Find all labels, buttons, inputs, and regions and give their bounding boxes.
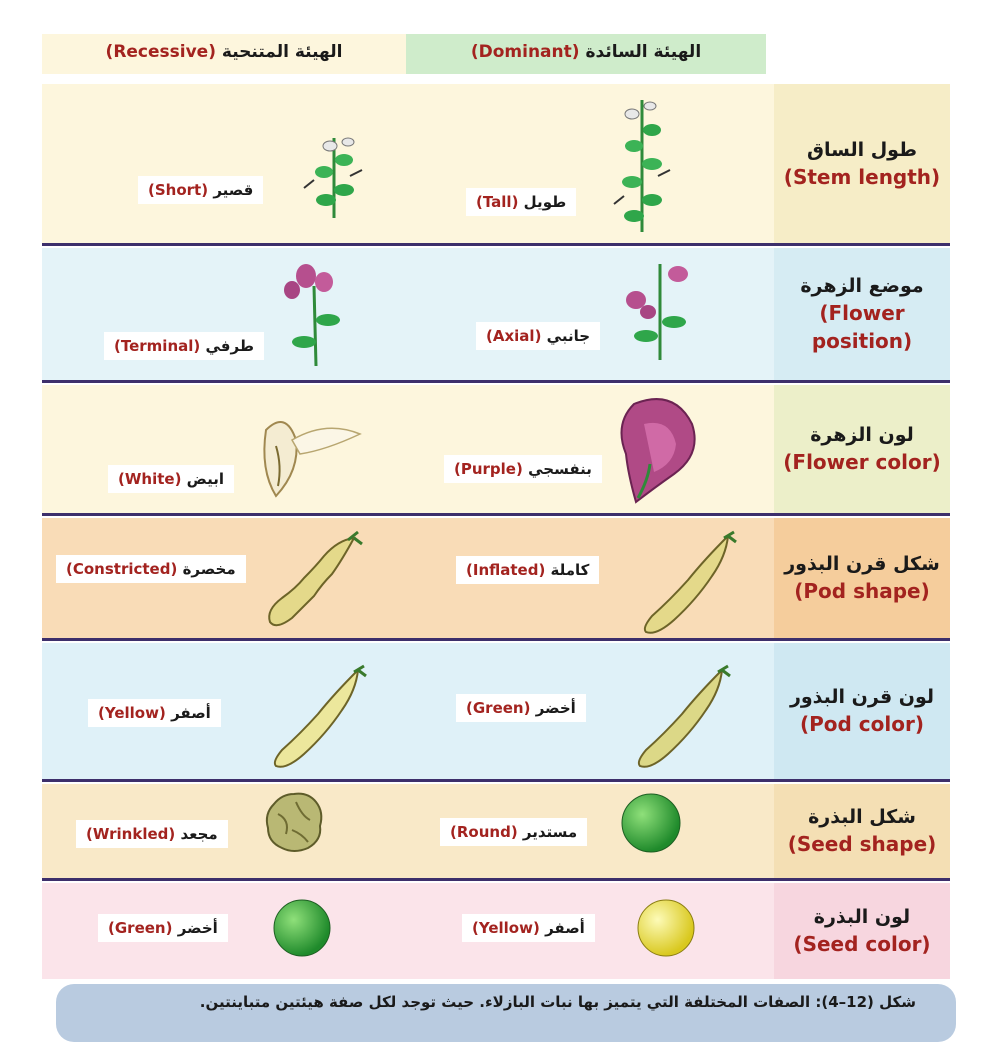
recessive-label (88, 699, 221, 727)
dominant-label (476, 322, 600, 350)
dominant-label-ar: جانبي (546, 327, 591, 345)
header-recessive-en: (Recessive) (105, 42, 216, 62)
dominant-label-ar: كاملة (550, 561, 590, 579)
dominant-label-en: (Purple) (454, 460, 523, 478)
dominant-label (444, 455, 602, 483)
header-recessive (42, 34, 406, 74)
yellow-pod-illustration (264, 664, 368, 770)
header-recessive-ar: الهيئة المتنحية (221, 42, 343, 62)
trait-name-ar: شكل قرن البذور (784, 553, 940, 575)
trait-row-flower-position (42, 248, 950, 380)
recessive-label-en: (Constricted) (66, 560, 178, 578)
recessive-label-ar: ابيض (186, 470, 225, 488)
inflated-pod-illustration (634, 530, 738, 636)
trait-name-ar: موضع الزهرة (800, 275, 924, 297)
dominant-label (462, 914, 595, 942)
caption-text: شكل (12–4): الصفات المختلفة التي يتميز بها نبات البازلاء. حيث توجد لكل صفة هيئتين متباينتين. (199, 993, 916, 1011)
trait-name-en: (Seed shape) (787, 832, 937, 856)
recessive-label-en: (Terminal) (114, 337, 201, 355)
dominant-label-ar: مستدير (522, 823, 578, 841)
trait-name-en-line2: position) (811, 329, 913, 353)
yellow-seed-illustration (636, 898, 696, 958)
dominant-label (456, 556, 599, 584)
dominant-label (456, 694, 586, 722)
trait-cell (774, 643, 950, 779)
trait-row-stem-length (42, 84, 950, 244)
header-dominant-en: (Dominant) (470, 42, 580, 62)
wrinkled-seed-illustration (262, 790, 326, 854)
constricted-pod-illustration (262, 530, 366, 636)
row-divider (42, 878, 950, 881)
recessive-label (56, 555, 246, 583)
recessive-label-en: (Green) (108, 919, 173, 937)
row-divider (42, 380, 950, 383)
green-pod-illustration (628, 664, 732, 770)
recessive-label-ar: طرفي (205, 337, 254, 355)
header-dominant-ar: الهيئة السائدة (585, 42, 702, 62)
short-plant-illustration (300, 130, 370, 220)
dominant-label-ar: أصفر (545, 919, 585, 937)
trait-cell (774, 248, 950, 380)
header-dominant (406, 34, 766, 74)
recessive-label-en: (Yellow) (98, 704, 166, 722)
row-divider (42, 638, 950, 641)
terminal-flower-illustration (276, 256, 346, 368)
trait-name-en: (Pod color) (799, 712, 924, 736)
row-divider (42, 243, 950, 246)
trait-cell (774, 385, 950, 513)
trait-cell (774, 883, 950, 979)
recessive-label (108, 465, 234, 493)
recessive-label-ar: مخصرة (182, 560, 236, 578)
dominant-label-en: (Round) (450, 823, 518, 841)
trait-row-flower-color (42, 385, 950, 513)
trait-name-ar: لون قرن البذور (789, 686, 935, 708)
dominant-label-ar: أخضر (535, 699, 576, 717)
dominant-label (466, 188, 576, 216)
white-flower-illustration (256, 410, 364, 498)
dominant-label-en: (Green) (466, 699, 531, 717)
trait-name-en: (Flower color) (783, 450, 941, 474)
recessive-label (76, 820, 228, 848)
trait-name-en: (Pod shape) (794, 579, 930, 603)
recessive-label-ar: أصفر (171, 704, 211, 722)
round-seed-illustration (620, 792, 682, 854)
trait-name-ar: طول الساق (806, 139, 917, 161)
dominant-label-ar: بنفسجي (528, 460, 592, 478)
green-seed-illustration (272, 898, 332, 958)
recessive-label-ar: قصير (213, 181, 254, 199)
dominant-label-ar: طويل (523, 193, 567, 211)
trait-name-ar: شكل البذرة (808, 806, 916, 828)
trait-name-en: (Flower (819, 301, 905, 325)
dominant-label-en: (Inflated) (466, 561, 546, 579)
purple-flower-illustration (614, 394, 704, 504)
dominant-label (440, 818, 587, 846)
dominant-label-en: (Yellow) (472, 919, 540, 937)
recessive-label-en: (Wrinkled) (86, 825, 176, 843)
trait-name-ar: لون الزهرة (810, 424, 914, 446)
recessive-label (98, 914, 228, 942)
trait-cell (774, 518, 950, 638)
row-divider (42, 513, 950, 516)
recessive-label (104, 332, 264, 360)
recessive-label-ar: مجعد (180, 825, 218, 843)
recessive-label-en: (White) (118, 470, 182, 488)
trait-name-en: (Stem length) (783, 165, 941, 189)
tall-plant-illustration (612, 96, 672, 234)
axial-flower-illustration (620, 256, 690, 362)
dominant-label-en: (Tall) (476, 193, 519, 211)
row-divider (42, 779, 950, 782)
dominant-label-en: (Axial) (486, 327, 542, 345)
figure-caption (56, 984, 956, 1042)
recessive-label (138, 176, 263, 204)
recessive-label-ar: أخضر (177, 919, 218, 937)
recessive-label-en: (Short) (148, 181, 209, 199)
trait-name-ar: لون البذرة (813, 906, 911, 928)
trait-cell (774, 84, 950, 244)
trait-cell (774, 784, 950, 878)
trait-name-en: (Seed color) (793, 932, 931, 956)
